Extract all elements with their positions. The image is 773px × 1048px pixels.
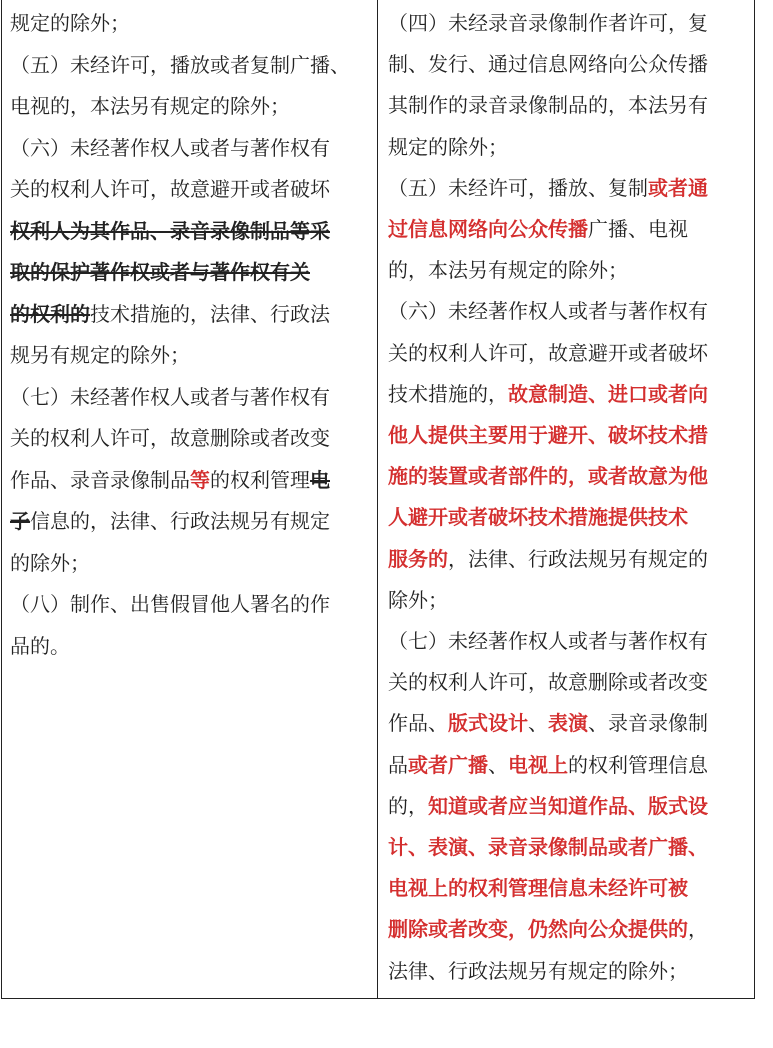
text-segment: 规定的除外； — [388, 134, 508, 159]
deleted-text: 子 — [10, 509, 30, 533]
deleted-text: 电 — [310, 467, 330, 492]
text-line — [10, 216, 330, 246]
text-line — [388, 49, 708, 79]
text-segment: （六）未经著作权人或者与著作权有 — [10, 135, 330, 160]
added-text: 表演 — [548, 711, 588, 736]
text-segment: 其制作的录音录像制品的，本法另有 — [388, 93, 708, 118]
text-segment: ， — [688, 917, 708, 942]
text-segment: （五）未经许可，播放、复制 — [388, 175, 648, 200]
added-text: 或者广播 — [408, 752, 488, 777]
text-segment: 制、发行、通过信息网络向公众传播 — [388, 52, 708, 77]
added-text: 电视上 — [508, 752, 568, 777]
text-line — [10, 8, 130, 38]
added-text: 电视上的权利管理信息未经许可被 — [388, 876, 688, 901]
added-text: 知道或者应当知道作品、版式设 — [428, 793, 708, 818]
text-segment: 除外； — [388, 587, 448, 612]
text-line — [10, 299, 330, 329]
added-text: 过信息网络向公众传播 — [388, 217, 588, 241]
text-segment: 技术措施的，法律、行政法 — [90, 301, 330, 326]
text-line — [388, 791, 708, 821]
text-line — [10, 589, 330, 619]
text-segment: （四）未经录音录像制作者许可，复 — [388, 11, 708, 35]
text-segment: 品 — [388, 752, 408, 777]
text-segment: 关的权利人许可，故意避开或者破坏 — [388, 340, 708, 365]
text-segment: （六）未经著作权人或者与著作权有 — [388, 299, 708, 324]
text-line — [388, 255, 628, 285]
text-line — [388, 873, 688, 903]
text-line — [388, 750, 708, 780]
added-text: 计、表演、录音录像制品或者广播、 — [388, 835, 708, 859]
text-segment: 规定的除外； — [10, 11, 130, 35]
text-line — [388, 832, 708, 862]
text-line — [388, 914, 708, 944]
text-segment: 关的权利人许可，故意避开或者破坏 — [10, 177, 330, 201]
text-segment: 的权利管理信息 — [568, 752, 708, 777]
text-line — [388, 956, 688, 986]
text-line — [10, 382, 330, 412]
text-line — [388, 708, 708, 738]
added-text: 等 — [190, 467, 210, 492]
added-text: 人避开或者破坏技术措施提供技术 — [388, 505, 688, 530]
text-line — [388, 502, 688, 532]
text-segment: 规另有规定的除外； — [10, 343, 190, 367]
text-line — [388, 8, 708, 38]
deleted-text: 权利人为其作品、录音录像制品等采 — [10, 218, 330, 243]
text-line — [10, 91, 290, 121]
added-text: 或者通 — [648, 175, 708, 200]
text-line — [388, 338, 708, 368]
text-line — [388, 585, 448, 615]
text-segment: （五）未经许可，播放或者复制广播、 — [10, 52, 350, 77]
text-line — [388, 132, 508, 162]
text-segment: ，法律、行政法规另有规定的 — [448, 546, 708, 571]
text-line — [388, 420, 708, 450]
column-divider — [377, 0, 378, 998]
text-segment: （七）未经著作权人或者与著作权有 — [10, 384, 330, 409]
text-segment: 技术措施的， — [388, 381, 508, 406]
text-segment: 法律、行政法规另有规定的除外； — [388, 958, 688, 983]
text-line — [388, 296, 708, 326]
text-line — [388, 461, 708, 491]
text-segment: （八）制作、出售假冒他人署名的作 — [10, 592, 330, 616]
text-segment: 的权利管理 — [210, 467, 310, 492]
text-segment: 、 — [528, 711, 548, 736]
text-segment: 信息的，法律、行政法规另有规定 — [30, 509, 330, 533]
text-segment: 、 — [488, 752, 508, 777]
added-text: 施的装置或者部件的，或者故意为他 — [388, 464, 708, 489]
text-line — [10, 174, 330, 204]
text-segment: 作品、 — [388, 711, 448, 736]
text-line — [10, 465, 330, 495]
text-line — [388, 173, 708, 203]
text-line — [10, 548, 90, 578]
text-segment: 广播、电视 — [588, 217, 688, 241]
text-line — [388, 667, 708, 697]
text-line — [388, 544, 708, 574]
text-segment: 、录音录像制 — [588, 711, 708, 736]
added-text: 服务的 — [388, 546, 448, 571]
deleted-text: 取的保护著作权或者与著作权有关 — [10, 260, 310, 284]
text-line — [10, 631, 70, 661]
text-line — [388, 214, 688, 244]
text-line — [10, 257, 310, 287]
text-line — [10, 50, 350, 80]
text-line — [10, 340, 190, 370]
added-text: 故意制造、进口或者向 — [508, 381, 708, 406]
added-text: 版式设计 — [448, 711, 528, 736]
text-line — [10, 423, 330, 453]
text-segment: 电视的，本法另有规定的除外； — [10, 94, 290, 118]
text-segment: 的，本法另有规定的除外； — [388, 258, 628, 283]
deleted-text: 的权利的 — [10, 301, 90, 326]
text-segment: 的， — [388, 793, 428, 818]
text-line — [388, 379, 708, 409]
added-text: 他人提供主要用于避开、破坏技术措 — [388, 423, 708, 447]
text-segment: 作品、录音录像制品 — [10, 467, 190, 492]
text-segment: 品的。 — [10, 633, 70, 658]
text-segment: 关的权利人许可，故意删除或者改变 — [388, 670, 708, 695]
text-segment: （七）未经著作权人或者与著作权有 — [388, 629, 708, 653]
text-line — [388, 90, 708, 120]
text-line — [388, 626, 708, 656]
added-text: 删除或者改变，仍然向公众提供的 — [388, 917, 688, 942]
text-line — [10, 506, 330, 536]
text-segment: 的除外； — [10, 550, 90, 575]
text-line — [10, 133, 330, 163]
text-segment: 关的权利人许可，故意删除或者改变 — [10, 426, 330, 450]
